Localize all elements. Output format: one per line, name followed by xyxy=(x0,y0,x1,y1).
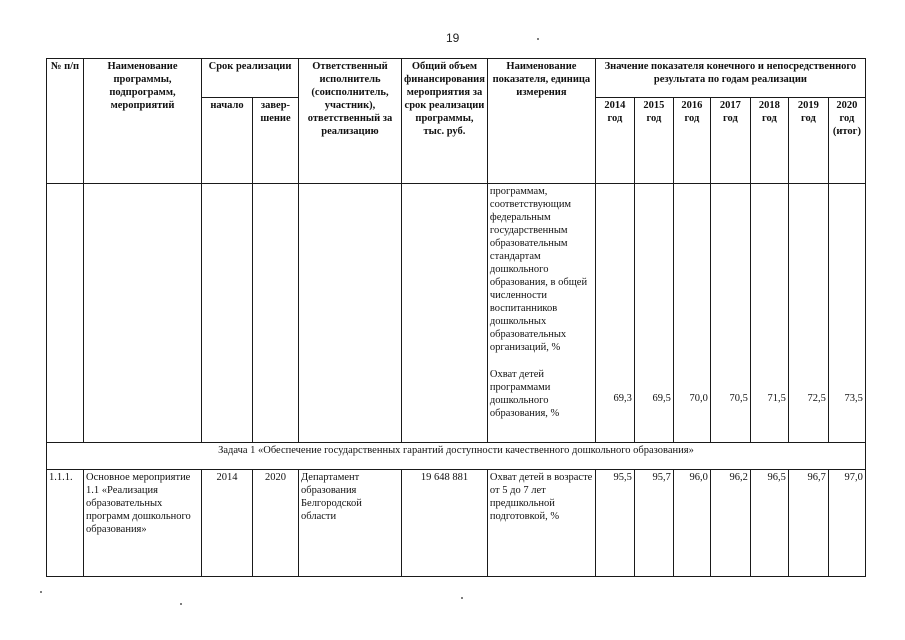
program-table xyxy=(46,58,866,577)
header-year-2017: 2017 год xyxy=(710,98,750,184)
header-year-2015: 2015 год xyxy=(634,98,673,184)
scan-speck xyxy=(40,591,42,593)
value-cell: 71,5 xyxy=(750,184,788,443)
header-end: завер-шение xyxy=(253,98,299,184)
row-volume: 19 648 881 xyxy=(402,470,488,577)
header-row-1 xyxy=(47,59,866,98)
indicator-continuation: программам, соответствующим федеральным государственным образовательным стандартам дошкольного образования, в общей численности воспитанников дошкольных образовательных организаций, % xyxy=(489,186,588,353)
table-row xyxy=(47,470,866,577)
value-cell: 95,7 xyxy=(634,470,673,577)
value-cell: 69,3 xyxy=(595,184,634,443)
task-row xyxy=(47,443,866,470)
header-num: № п/п xyxy=(47,59,84,184)
row-start: 2014 xyxy=(202,470,253,577)
header-year-2018: 2018 год xyxy=(750,98,788,184)
page-number: 19 xyxy=(446,31,460,45)
header-term: Срок реализации xyxy=(202,59,299,98)
scan-speck xyxy=(537,38,539,40)
header-year-2014: 2014 год xyxy=(595,98,634,184)
value-cell: 96,5 xyxy=(750,470,788,577)
value-cell: 70,5 xyxy=(710,184,750,443)
scan-speck xyxy=(180,603,182,605)
row-indicator: Охват детей в возрасте от 5 до 7 лет предшкольной подготовкой, % xyxy=(487,470,595,577)
scan-speck xyxy=(461,597,463,599)
header-executor: Ответственный исполнитель (соисполнитель, участник), ответственный за реализацию xyxy=(299,59,402,184)
header-year-2016: 2016 год xyxy=(673,98,710,184)
value-cell: 72,5 xyxy=(788,184,828,443)
header-year-2019: 2019 год xyxy=(788,98,828,184)
value-cell: 69,5 xyxy=(634,184,673,443)
header-name: Наименование программы, подпрограмм, мероприятий xyxy=(84,59,202,184)
header-values-group: Значение показателя конечного и непосредственного результата по годам реализации xyxy=(595,59,865,98)
value-cell: 70,0 xyxy=(673,184,710,443)
header-volume: Общий объем финансирования мероприятия за срок реализации программы, тыс. руб. xyxy=(402,59,488,184)
row-name: Основное мероприятие 1.1 «Реализация образовательных программ дошкольного образования» xyxy=(84,470,202,577)
row-end: 2020 xyxy=(253,470,299,577)
task-heading: Задача 1 «Обеспечение государственных гарантий доступности качественного дошкольного образования» xyxy=(47,443,866,470)
header-year-2020: 2020 год (итог) xyxy=(828,98,865,184)
row-executor: Департамент образования Белгородской области xyxy=(299,470,402,577)
header-indicator: Наименование показателя, единица измерения xyxy=(487,59,595,184)
value-cell: 96,0 xyxy=(673,470,710,577)
value-cell: 73,5 xyxy=(828,184,865,443)
header-start: начало xyxy=(202,98,253,184)
value-cell: 96,7 xyxy=(788,470,828,577)
value-cell: 97,0 xyxy=(828,470,865,577)
continuation-row xyxy=(47,184,866,443)
indicator-coverage: Охват детей программами дошкольного образования, % xyxy=(489,369,560,419)
value-cell: 95,5 xyxy=(595,470,634,577)
value-cell: 96,2 xyxy=(710,470,750,577)
row-num: 1.1.1. xyxy=(47,470,84,577)
indicator-cell xyxy=(487,184,595,443)
